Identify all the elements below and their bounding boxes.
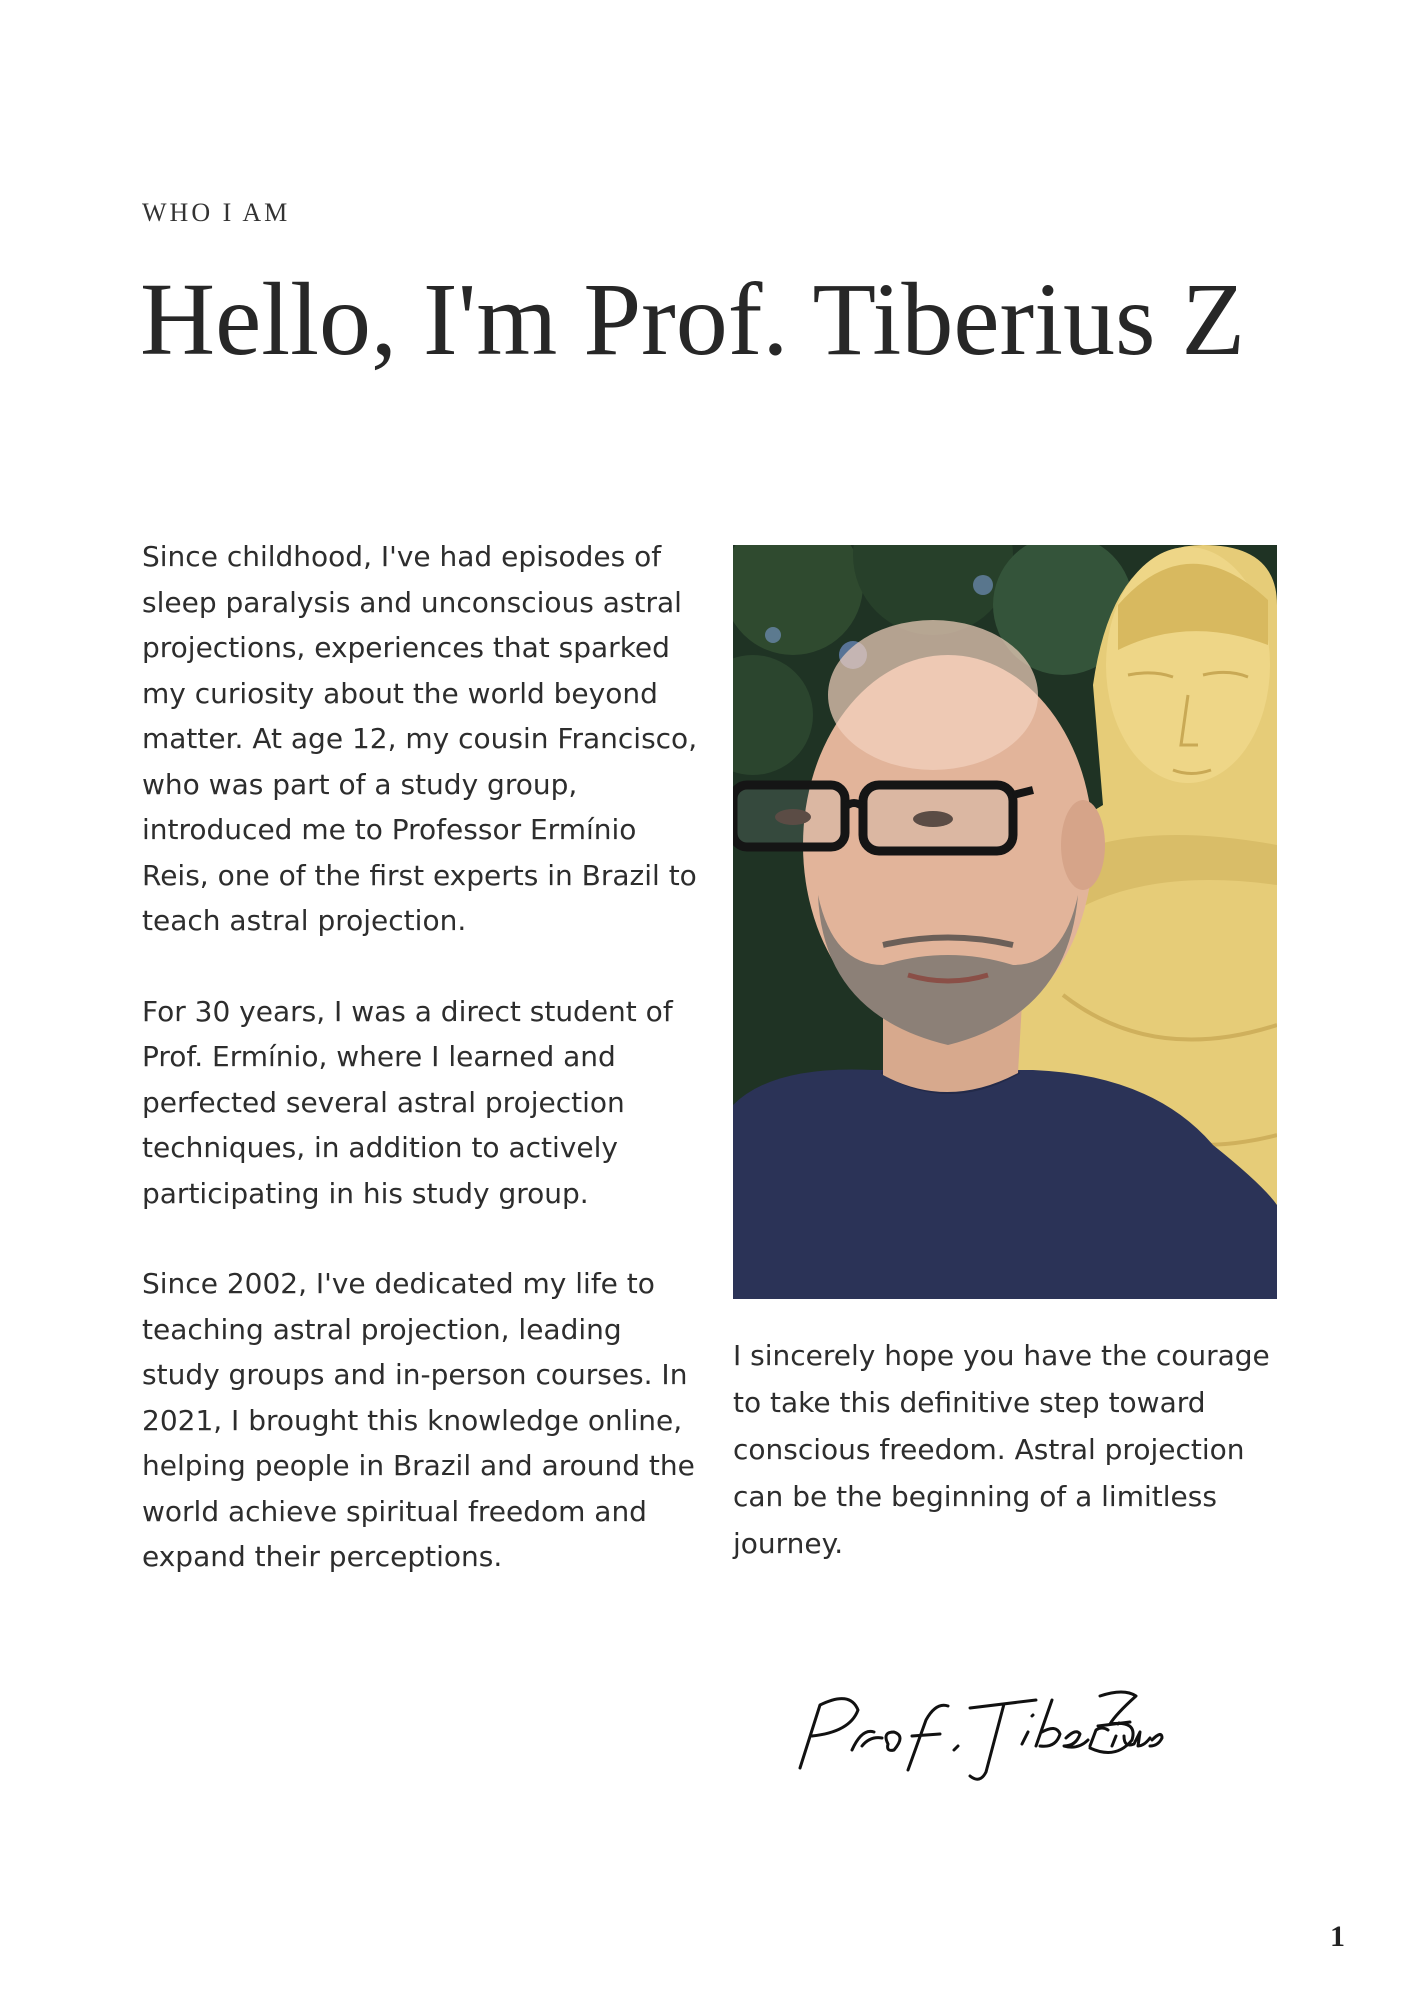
paragraph-childhood: Since childhood, I've had episodes of sleep paralysis and unconscious astral projections, experiences that sparked my curiosity about the world beyond matter. At age 12, my cousin Francisco, who was part of a study group, introduced me to Professor Ermínio Reis, one of the first experts in Brazil to teach astral projection. [142,540,698,937]
signature [790,1680,1170,1790]
eyebrow-label: WHO I AM [142,198,291,227]
body-text-column [142,534,702,1580]
closing-paragraph: I sincerely hope you have the courage to take this definitive step toward conscious freedom. Astral projection can be the beginning of a limitless journey. [733,1339,1270,1560]
page-number: 1 [1330,1920,1345,1953]
closing-text-column [733,1332,1273,1567]
signature-image [790,1680,1170,1790]
paragraph-student: For 30 years, I was a direct student of Prof. Ermínio, where I learned and perfected several astral projection techniques, in addition to actively participating in his study group. [142,994,673,1210]
paragraph-teaching: Since 2002, I've dedicated my life to teaching astral projection, leading study groups and in-person courses. In 2021, I brought this knowledge online, helping people in Brazil and around the world achieve spiritual freedom and expand their perceptions. [142,1267,695,1573]
portrait-illustration [733,545,1277,1299]
page-title: Hello, I'm Prof. Tiberius Z [140,262,1245,377]
portrait-photo [733,545,1277,1299]
